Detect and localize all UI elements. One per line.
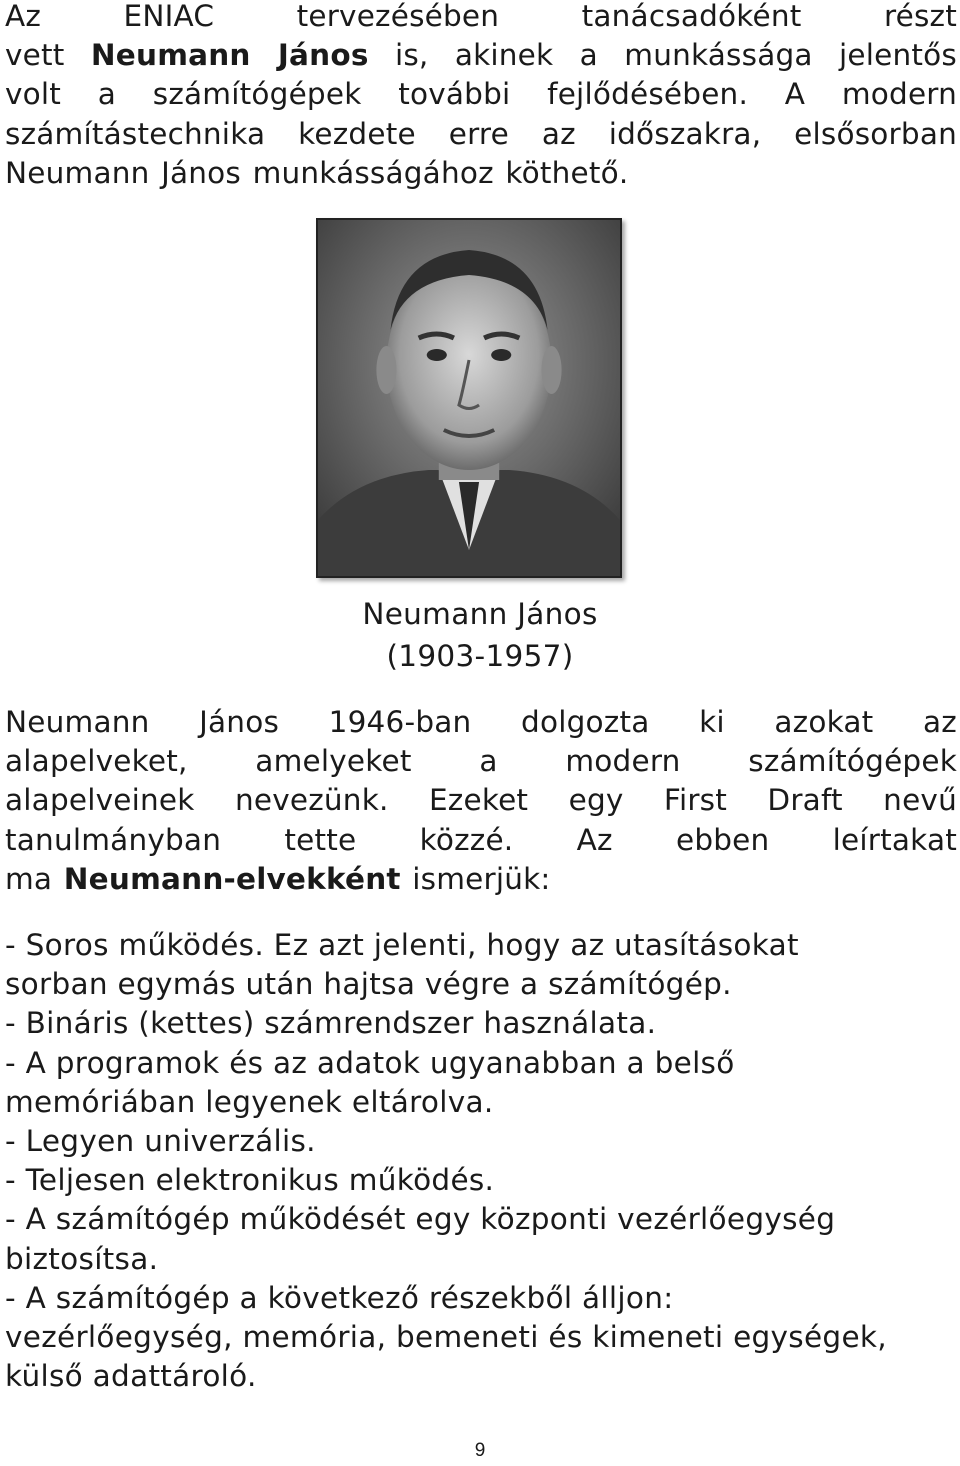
list-item: - A számítógép működését egy központi vezérlőegység	[5, 1202, 836, 1237]
principles-intro-paragraph	[5, 703, 957, 899]
list-item: memóriában legyenek eltárolva.	[5, 1084, 494, 1119]
list-item: - A programok és az adatok ugyanabban a belső	[5, 1045, 735, 1080]
list-item: - Teljesen elektronikus működés.	[5, 1163, 495, 1198]
list-item: - Soros működés. Ez azt jelenti, hogy az utasításokat	[5, 928, 799, 962]
list-item: biztosítsa.	[5, 1241, 159, 1276]
principles-intro-line: Neumann János 1946-ban dolgozta ki azokat az	[5, 705, 957, 739]
portrait-image	[318, 220, 620, 576]
intro-paragraph	[5, 0, 957, 193]
intro-line: Neumann János munkásságához köthető.	[5, 155, 629, 190]
page-number: 9	[474, 1440, 486, 1461]
list-item: sorban egymás után hajtsa végre a számítógép.	[5, 967, 732, 1002]
list-item: - Legyen univerzális.	[5, 1124, 316, 1159]
photo-caption-years: (1903-1957)	[386, 639, 574, 673]
bold-name: Neumann János	[90, 38, 369, 73]
text-run: vett	[5, 38, 91, 73]
intro-line: volt a számítógépek további fejlődésében. A modern	[5, 77, 957, 112]
principles-intro-line: tanulmányban tette közzé. Az ebben leírtakat	[5, 822, 957, 857]
principles-intro-line: alapelveket, amelyeket a modern számítógépek	[5, 744, 957, 779]
principles-intro-line	[5, 860, 957, 899]
principles-list	[5, 926, 957, 1396]
text-run: is, akinek a munkássága jelentős	[368, 38, 957, 73]
intro-line	[5, 36, 957, 75]
principles-intro-line: alapelveinek nevezünk. Ezeket egy First Draft nevű	[5, 783, 957, 818]
text-run: ma	[5, 861, 64, 896]
list-item: vezérlőegység, memória, bemeneti és kimeneti egységek,	[5, 1320, 887, 1355]
intro-line: Az ENIAC tervezésében tanácsadóként részt	[5, 0, 957, 33]
portrait-photo	[316, 218, 622, 578]
list-item: - A számítógép a következő részekből álljon:	[5, 1280, 674, 1315]
text-run: ismerjük:	[400, 861, 551, 896]
list-item: - Bináris (kettes) számrendszer használata.	[5, 1006, 657, 1041]
intro-line: számítástechnika kezdete erre az időszakra, elsősorban	[5, 116, 957, 151]
photo-caption-name: Neumann János	[362, 597, 598, 631]
list-item: külső adattároló.	[5, 1359, 257, 1394]
bold-term: Neumann-elvekként	[63, 861, 401, 896]
